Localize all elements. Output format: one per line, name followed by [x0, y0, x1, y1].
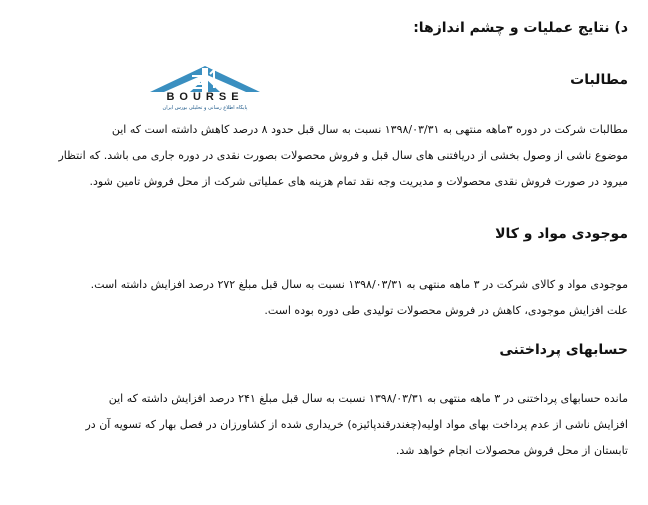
paragraph-line: موجودی مواد و کالای شرکت در ۳ ماهه منتهی به ۱۳۹۸/۰۳/۳۱ نسبت به سال قبل مبلغ ۲۷۲ درصد افزایش داشته است.: [90, 278, 628, 291]
paragraph-line: مطالبات شرکت در دوره ۳ماهه منتهی به ۱۳۹۸/۰۳/۳۱ نسبت به سال قبل حدود ۸ درصد کاهش داشته است که این: [111, 123, 628, 136]
paragraph-payables: [28, 386, 628, 464]
paragraph-line: علت افزایش موجودی، کاهش در فروش محصولات تولیدی طی دوره بوده است.: [264, 304, 628, 317]
paragraph-line: میرود در صورت فروش نقدی محصولات و مدیریت وجه نقد تمام هزینه های عملیاتی شرکت از محل فروش تامین شود.: [89, 175, 628, 188]
bourse-logo: [130, 64, 280, 114]
paragraph-line: تابستان از محل فروش محصولات انجام خواهد شد.: [395, 444, 628, 457]
logo-mark-icon: [130, 64, 280, 94]
paragraph-inventory: [28, 272, 628, 324]
logo-tagline: پایگاه اطلاع رسانی و تحلیلی بورس ایران: [162, 105, 248, 111]
paragraph-line: افزایش ناشی از عدم پرداخت بهای مواد اولیه(چغندرقندپائیزه) خریداری شده از کشاورزان در فصل بهار که تسویه آن در: [85, 418, 628, 431]
paragraph-line: موضوع ناشی از وصول بخشی از دریافتنی های سال قبل و فروش محصولات بصورت نقدی در دوره جاری می باشد. که انتظار: [58, 149, 628, 162]
logo-wordmark: BOURSE: [166, 91, 244, 103]
heading-inventory: موجودی مواد و کالا: [495, 226, 628, 242]
heading-payables: حسابهای پرداختنی: [499, 342, 628, 358]
paragraph-receivables: [28, 117, 628, 195]
heading-receivables: مطالبات: [570, 72, 628, 88]
section-title: د) نتایج عملیات و چشم اندازها:: [413, 20, 628, 36]
paragraph-line: مانده حسابهای پرداختنی در ۳ ماهه منتهی به ۱۳۹۸/۰۳/۳۱ نسبت به سال قبل مبلغ ۲۴۱ درصد افزایش داشته که این: [108, 392, 628, 405]
